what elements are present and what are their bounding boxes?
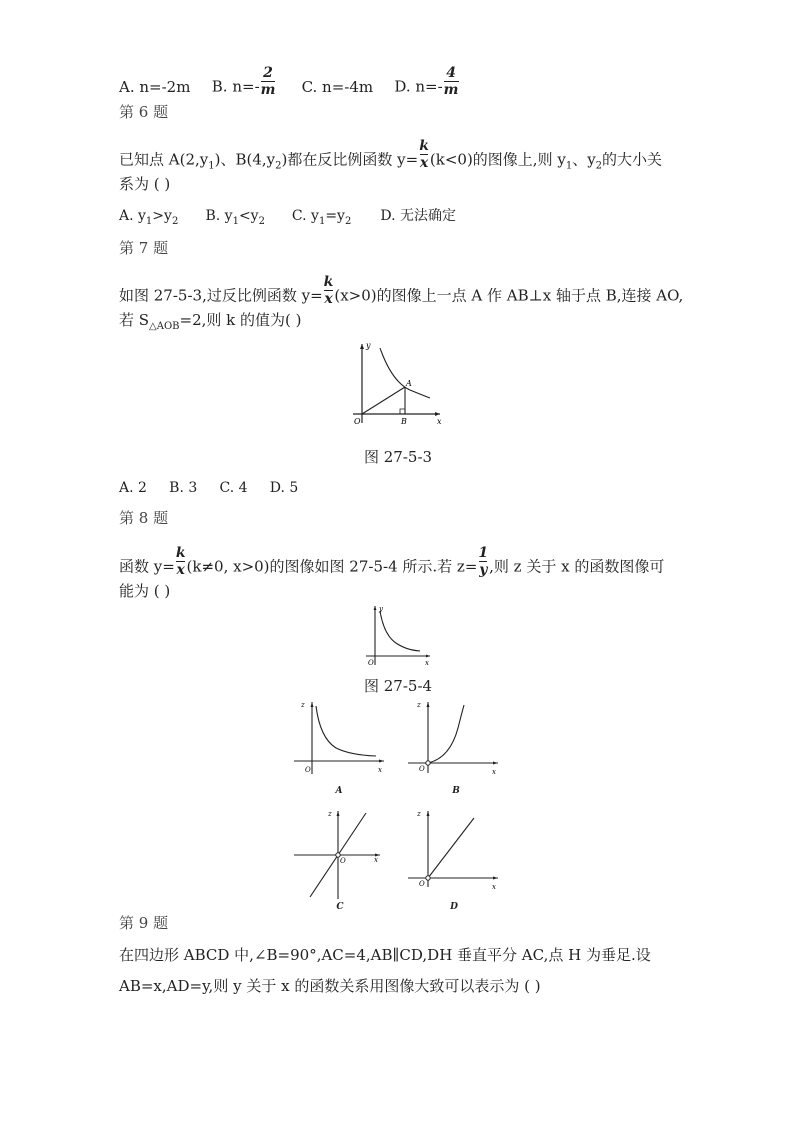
- curve: [428, 705, 464, 763]
- label-o: O: [354, 417, 361, 426]
- q5-option-d-fraction: $\frac{4}{m}$: [443, 65, 459, 98]
- option-letter-d: D: [450, 902, 458, 912]
- label-z: z: [301, 701, 305, 709]
- z-axis-arrow: [311, 702, 314, 707]
- label-z: z: [328, 810, 332, 818]
- curve: [316, 706, 376, 756]
- q6-label: 第 6 题: [119, 103, 169, 121]
- label-z: z: [417, 810, 421, 818]
- label-y: y: [379, 605, 383, 613]
- q8-figure-caption: 图 27-5-4: [364, 677, 433, 695]
- right-angle-mark: [400, 409, 405, 414]
- label-b: B: [401, 417, 407, 426]
- q7-line1: 如图 27-5-3,过反比例函数 y= $\frac{k}{x}$ (x>0)的图像上一点 A 作 AB⊥x 轴于点 B,连接 AO,: [119, 274, 684, 307]
- x-axis-arrow: [493, 762, 498, 765]
- q8-line2: 能为 ( ): [119, 582, 171, 600]
- q5-option-a: A. n=-2m: [119, 77, 191, 96]
- open-point: [426, 761, 430, 765]
- q8-line1: 函数 y= $\frac{k}{x}$ (k≠0, x>0)的图像如图 27-5-4 所示.若 z= $\frac{1}{y}$ ,则 z 关于 x 的函数图像可: [119, 545, 665, 578]
- curve: [380, 611, 420, 651]
- label-o: O: [340, 857, 346, 865]
- q9-line1: 在四边形 ABCD 中,∠B=90°,AC=4,AB∥CD,DH 垂直平分 AC,点 H 为垂足.设: [119, 946, 651, 964]
- q8-graph-a: [290, 698, 390, 802]
- label-o: O: [305, 766, 311, 774]
- label-x: x: [437, 417, 442, 426]
- y-axis-arrow: [374, 606, 377, 610]
- q6-option-b: B. $y_1<y_2$: [205, 208, 265, 227]
- label-o: O: [368, 659, 374, 667]
- y-axis-arrow: [360, 344, 364, 349]
- label-x: x: [492, 768, 496, 776]
- x-axis-arrow: [379, 760, 384, 763]
- q6-option-a: A. $y_1>y_2$: [119, 208, 179, 227]
- q5-options: [119, 65, 460, 103]
- label-x: x: [374, 856, 378, 864]
- q6-fraction: $\frac{k}{x}$: [419, 138, 429, 171]
- z-axis-arrow: [337, 811, 340, 816]
- q9-line2: AB=x,AD=y,则 y 关于 x 的函数关系用图像大致可以表示为 ( ): [119, 977, 541, 995]
- q5-option-c: C. n=-4m: [301, 77, 374, 96]
- segment-ao: [362, 387, 405, 414]
- q8-graph-d: [404, 805, 504, 917]
- q6-line1: 已知点 $A(2,y_1)$、$B(4,y_2)$都在反比例函数 y= $\frac{k}{x}$ (k<0)的图像上,则 $y_1$、$y_2$的大小关: [119, 138, 663, 172]
- q6-option-c: C. $y_1=y_2$: [291, 208, 352, 227]
- q5-option-b: B. n=- $\frac{2}{m}$: [211, 65, 276, 98]
- q8-fraction-k-x: $\frac{k}{x}$: [175, 545, 186, 578]
- q6-line2: 系为 ( ): [119, 175, 171, 193]
- q7-fraction: $\frac{k}{x}$: [323, 274, 334, 307]
- q6-option-d: D. 无法确定: [380, 208, 456, 224]
- option-letter-c: C: [336, 902, 344, 912]
- x-axis-arrow: [426, 655, 430, 658]
- label-z: z: [417, 701, 421, 709]
- option-letter-b: B: [452, 786, 460, 796]
- label-o: O: [419, 880, 425, 888]
- label-x: x: [425, 659, 429, 667]
- q8-graph-b: [404, 698, 504, 802]
- q5-option-d: D. n=- $\frac{4}{m}$: [394, 65, 459, 98]
- q7-label: 第 7 题: [119, 239, 169, 257]
- x-axis-arrow: [493, 877, 498, 880]
- figure-27-5-3: [348, 338, 448, 434]
- label-y: y: [366, 341, 371, 350]
- label-o: O: [419, 765, 425, 773]
- q8-fraction-1-y: $\frac{1}{y}$: [478, 545, 489, 578]
- q6-options: [119, 206, 456, 232]
- open-point: [426, 876, 430, 880]
- z-axis-arrow: [427, 702, 430, 707]
- label-x: x: [378, 766, 382, 774]
- q7-figure-caption: 图 27-5-3: [364, 448, 433, 466]
- q7-options: A. 2 B. 3 C. 4 D. 5: [119, 480, 299, 496]
- figure-27-5-4: [362, 603, 434, 671]
- line: [428, 818, 474, 878]
- q9-label: 第 9 题: [119, 914, 169, 932]
- x-axis-arrow: [435, 412, 440, 416]
- label-a: A: [406, 379, 412, 388]
- q7-line2: 若 $S_{\triangle AOB}=2$,则 k 的值为( ): [119, 311, 302, 332]
- label-x: x: [492, 883, 496, 891]
- option-letter-a: A: [335, 786, 343, 796]
- z-axis-arrow: [427, 811, 430, 816]
- q5-option-b-fraction: $\frac{2}{m}$: [260, 65, 276, 98]
- q8-graph-c: [290, 805, 390, 917]
- q8-label: 第 8 题: [119, 509, 169, 527]
